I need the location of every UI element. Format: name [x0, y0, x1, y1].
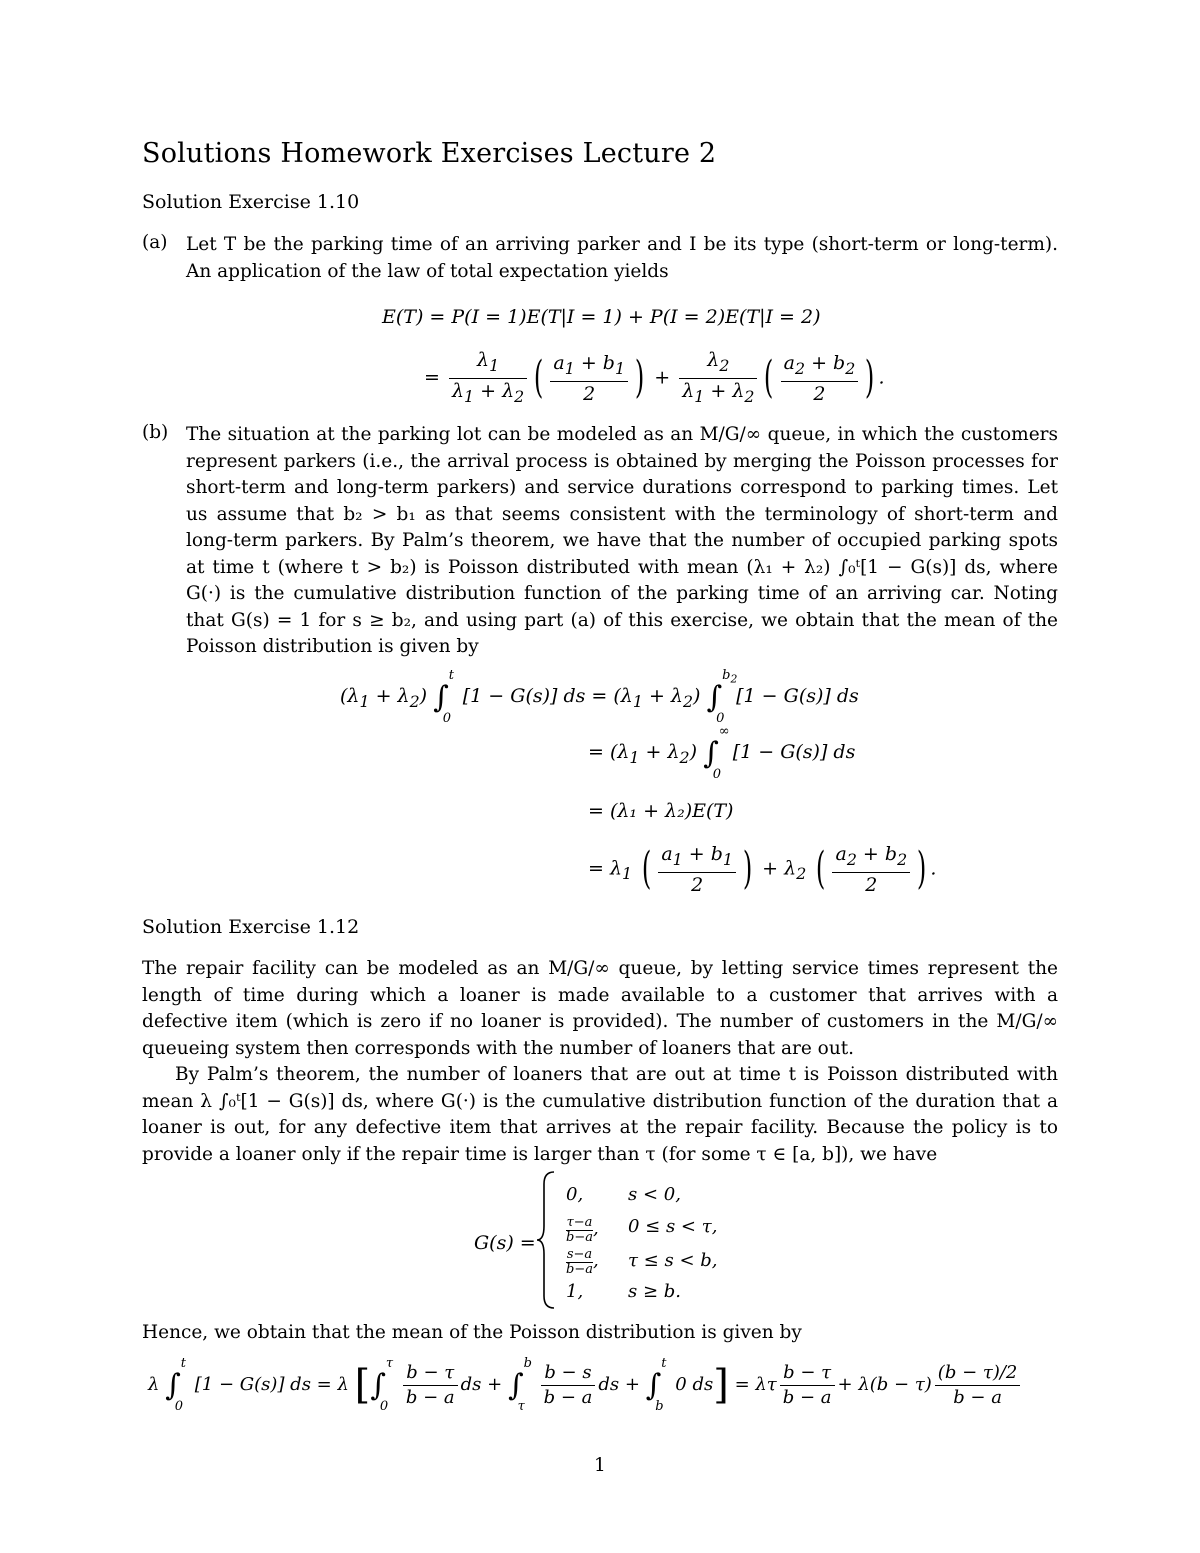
part-b-text: The situation at the parking lot can be modeled as an M/G/∞ queue, in which the customers represent parkers (i.e., the arrival process is obtained by merging the Poisson processes for short-term and long-term parkers) and service durations correspond to parking times. Let us assume that b₂ > b₁ as that seems consistent with the terminology of short-term and long-term parkers. By Palm’s theorem, we have that the number of occupied parking spots at time t (where t > b₂) is Poisson distributed with mean (λ₁ + λ₂) ∫₀ᵗ[1 − G(s)] ds, where G(·) is the cumulative distribution function of the parking time of an arriving car. Noting that G(s) = 1 for s ≥ b₂, and using part (a) of this exercise, we obtain that the mean of the Poisson distribution is given by: [186, 424, 1058, 657]
equation-2-line-2: = $(\lambda_1 + \lambda_2)$ ∫ ∞ 0 [1 − G(s)] ds: [588, 724, 856, 782]
case-1-value: 0,: [566, 1184, 584, 1205]
case-3-condition: τ ≤ s < b,: [628, 1250, 718, 1271]
equation-1-line-2: = $\frac{\lambda_1}{\lambda_1 + \lambda_2}$ ( $\frac{a_1 + b_1}{2}$ ) + $\frac{\lambda_2}{\lambda_1 + \lambda_2}$ ( $\frac{a_2 + b_2}{2}$ ) .: [424, 349, 885, 406]
case-4-condition: s ≥ b.: [628, 1281, 682, 1302]
section-heading-1-12: Solution Exercise 1.12: [142, 916, 360, 938]
final-equation: λ ∫ t 0 [1 − G(s)] ds = λ [∫ τ 0 $\frac{b - \tau}{b - a}$ ds + ∫ b τ $\frac{b - s}{b - a}$ ds + ∫ t b 0 ds] = λτ $\frac{b - \tau}{b - a}$ + λ(b − τ) $\frac{(b - \tau)/2}{b - a}$: [148, 1360, 1023, 1410]
page-title: Solutions Homework Exercises Lecture 2: [142, 138, 717, 169]
page-number: 1: [594, 1455, 606, 1476]
ex112-paragraph-2: By Palm’s theorem, the number of loaners that are out at time t is Poisson distributed with mean λ ∫₀ᵗ[1 − G(s)] ds, where G(·) is the cumulative distribution function of the duration that a loaner is out, for any defective item that arrives at the repair facility. Because the policy is to provide a loaner only if the repair time is larger than τ (for some τ ∈ [a, b]), we have: [142, 1064, 1058, 1165]
case-2-condition: 0 ≤ s < τ,: [628, 1216, 718, 1237]
case-4-value: 1,: [566, 1281, 584, 1302]
case-3-value: $\frac{s-a}{b-a}$ ,: [566, 1247, 599, 1277]
cases-brace: [536, 1170, 556, 1310]
equation-2-line-3: = (λ₁ + λ₂)E(T): [588, 800, 734, 822]
ex112-paragraph-1: The repair facility can be modeled as an M/G/∞ queue, by letting service times represent the length of time during which a loaner is made available to a customer that arrives with a defective item (which is zero if no loaner is provided). The number of customers in the M/G/∞ queueing system then corresponds with the number of loaners that are out.: [142, 958, 1058, 1059]
equation-1-line-1: E(T) = P(I = 1)E(T|I = 1) + P(I = 2)E(T|I = 2): [382, 306, 821, 328]
ex112-paragraph-3: Hence, we obtain that the mean of the Poisson distribution is given by: [142, 1322, 802, 1343]
case-1-condition: s < 0,: [628, 1184, 681, 1205]
equation-2-line-1: $(\lambda_1 + \lambda_2)$ ∫ t 0 [1 − G(s)] ds = $(\lambda_1 + \lambda_2)$ ∫ $b_2$ 0 [1 − G(s)] ds: [340, 668, 859, 726]
section-heading-1-10: Solution Exercise 1.10: [142, 191, 360, 213]
cases-lhs: G(s) =: [474, 1232, 536, 1254]
equation-2-line-4: = $\lambda_1$ ( $\frac{a_1 + b_1}{2}$ ) + $\lambda_2$ ( $\frac{a_2 + b_2}{2}$ ) .: [588, 843, 937, 896]
part-a-text: Let T be the parking time of an arriving parker and I be its type (short-term or long-term). An application of the law of total expectation yields: [186, 234, 1058, 282]
case-2-value: $\frac{\tau-a}{b-a}$ ,: [566, 1215, 599, 1245]
part-b-label: (b): [142, 422, 169, 443]
part-a-label: (a): [142, 232, 168, 253]
